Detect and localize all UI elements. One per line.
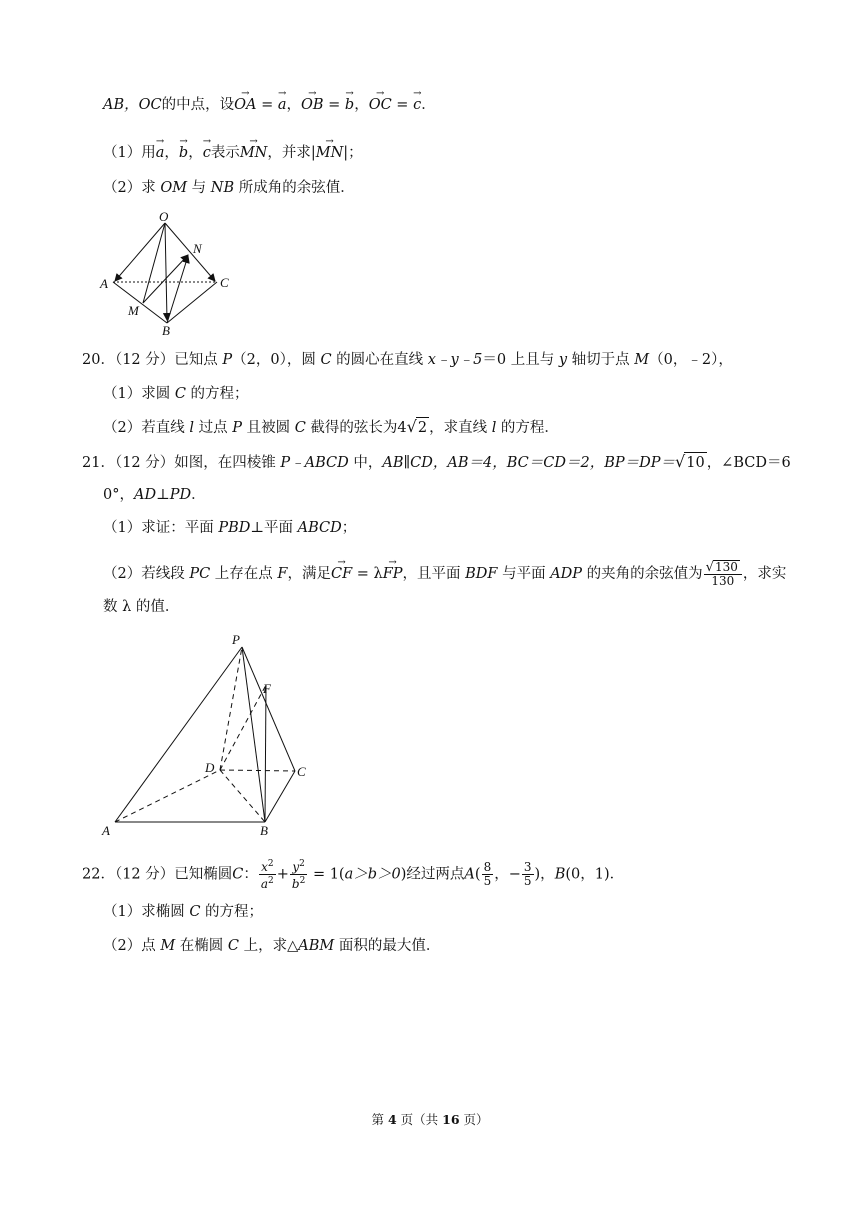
footer-text: 页（共: [396, 1112, 443, 1127]
q22-a-mid: ，−: [494, 866, 521, 883]
sqrt-10: 10: [684, 452, 706, 473]
q19-p2-prefix: （2）求: [103, 180, 161, 196]
page-footer: [0, 1110, 860, 1128]
vector-oa: → OA: [234, 95, 256, 115]
q22-eq: = 1(: [308, 866, 345, 883]
period: ．: [191, 487, 206, 503]
q20-p1: （1）求圆: [103, 386, 175, 402]
q20-p2-f: 的方程．: [496, 420, 559, 436]
var-b: b: [291, 877, 300, 891]
q21-cont: 0°，: [103, 487, 134, 503]
circle-c: C: [320, 352, 332, 368]
label-n: N: [193, 241, 202, 256]
q19-intro-text: 的中点，设: [161, 97, 235, 113]
q21-p2-c: ，满足: [287, 566, 331, 582]
frac-den: $b^2$: [291, 876, 306, 891]
circle-c: C: [294, 420, 306, 436]
plane-abcd: ABCD: [297, 520, 342, 536]
point-f: F: [277, 566, 288, 582]
label-f: F: [263, 681, 271, 696]
label-o: O: [159, 209, 169, 224]
label-c: C: [297, 764, 306, 779]
var-a: a: [260, 877, 269, 891]
q19-p1-prefix: （1）用: [103, 145, 156, 161]
q22-p2-e: 面积的最大值．: [334, 938, 441, 954]
label-d: D: [205, 760, 215, 775]
plane-pbd: PBD: [218, 520, 251, 536]
q19-part2: [103, 178, 355, 198]
sep: ，: [164, 145, 179, 161]
q21-cond2: ，AB＝4，BC＝CD＝2，BP＝DP＝: [432, 455, 676, 471]
line-l: l: [189, 420, 194, 436]
q19-p1-mid: 表示: [210, 145, 240, 161]
q22-p2-a: （2）点: [103, 938, 161, 954]
q22-stem: 22．（12 分）已知椭圆C： $\frac{x^2}{a^2}$ + $\frac{y^2}{b^2}$ = 1(a＞b＞0)经过两点A( $\frac{8}{5}$ ，− $\frac{3}{5}$ )，B(0，1)．: [82, 859, 625, 891]
frac-num: 8: [483, 860, 492, 874]
q21-p2-f2: 的夹角的余弦值为: [582, 566, 703, 582]
q21-part2-cont: [103, 597, 179, 617]
q22-cond: a＞b＞0: [344, 866, 401, 883]
q21-p2-d: ，且平面: [402, 566, 466, 582]
q20-p2-e: ，求直线: [429, 420, 492, 436]
plane-adp: ADP: [550, 566, 583, 582]
q19-tetrahedron-figure: [95, 205, 245, 340]
q19-intro: [103, 95, 436, 115]
q19-p1-suffix: ，并求|: [267, 145, 316, 161]
frac-den: 130: [711, 574, 735, 588]
var-y: y: [292, 860, 300, 874]
plane-bdf: BDF: [465, 566, 498, 582]
q20-part1: [103, 384, 249, 404]
q21-head2: 中，: [348, 455, 383, 471]
point-a: A: [464, 866, 475, 883]
q20-p2-b: 过点: [193, 420, 233, 436]
fraction-y2-b2: [290, 858, 307, 891]
sqrt-2: 2: [416, 417, 429, 438]
q21-eq: = λ: [352, 566, 383, 582]
q21-p1-end: ；: [341, 520, 357, 536]
q21-p2-e: 与平面: [497, 566, 551, 582]
q19-om: OM: [160, 180, 188, 196]
frac-num: $y^2$: [290, 858, 307, 875]
q20-p1-end: 的方程；: [185, 386, 249, 402]
eq-sign: =: [256, 97, 278, 113]
sqrt-sign: √: [406, 417, 417, 436]
y-axis: y: [558, 352, 568, 368]
q21-pyramid-figure: [95, 625, 325, 845]
period: ．: [421, 97, 436, 113]
sep: ，: [188, 145, 203, 161]
vector-cf: → CF: [331, 564, 352, 584]
q20-head: 20．（12 分）已知点: [82, 352, 223, 368]
q21-head: 21．（12 分）如图，在四棱锥: [82, 455, 281, 471]
point-m: M: [160, 938, 176, 954]
paren: (: [474, 866, 481, 883]
vector-c: → c: [413, 95, 421, 115]
ellipse-c: C: [189, 904, 201, 920]
q21-p1-b: ⊥平面: [250, 520, 298, 536]
vector-a: → a: [278, 95, 287, 115]
frac-den: 5: [483, 874, 492, 888]
q19-ab-oc: AB，OC: [103, 97, 162, 113]
q22-part1: [103, 902, 263, 922]
q21-p2-a: （2）若线段: [103, 566, 190, 582]
q19-part1: [103, 143, 363, 163]
frac-num: 3: [523, 860, 532, 874]
vector-fp: → FP: [383, 564, 403, 584]
q20-p2-c: 且被圆: [241, 420, 295, 436]
q19-p1-end: |；: [343, 145, 363, 161]
q22-p1-a: （1）求椭圆: [103, 904, 190, 920]
q22-p2-b: 在椭圆: [175, 938, 228, 954]
ellipse-c: C: [232, 866, 244, 883]
q20-p2-a: （2）若直线: [103, 420, 190, 436]
q21-p2-h: 数 λ 的值．: [103, 599, 180, 615]
sep: ，: [286, 97, 301, 113]
q21-stem: [82, 452, 791, 473]
fraction-8-5: [482, 861, 494, 888]
q21-part2: [103, 560, 786, 588]
pyramid-name: P﹣ABCD: [280, 455, 349, 471]
ellipse-c: C: [227, 938, 240, 954]
vector-ob: → OB: [301, 95, 324, 115]
q21-part1: [103, 518, 356, 538]
q20-stem: [82, 350, 733, 370]
q20-tangent: 轴切于点: [567, 352, 635, 368]
frac-den: $a^2$: [260, 876, 274, 891]
fraction-sqrt130-over-130: [704, 560, 742, 588]
frac-num: $x^2$: [259, 858, 276, 875]
circle-c: C: [174, 386, 186, 402]
q21-p2-b: 上存在点: [210, 566, 278, 582]
q20-after-eq: ＝0 上且与: [482, 352, 559, 368]
vector-mn: → MN: [316, 143, 344, 163]
q22-pass: )经过两点: [400, 866, 465, 883]
line-l: l: [491, 420, 497, 436]
vector-b: → b: [179, 143, 188, 163]
q20-coords: （2，0），圆: [232, 352, 321, 368]
point-m: M: [634, 352, 650, 368]
footer-text: 页）: [459, 1112, 489, 1127]
q20-p2-d: 截得的弦长为4: [305, 420, 407, 436]
q21-cond1: AB∥CD: [382, 455, 433, 471]
sqrt-sign: √: [675, 452, 686, 471]
sqrt-130: 130: [714, 560, 738, 574]
q20-part2: [103, 417, 559, 438]
q21-cond4: AD⊥PD: [133, 487, 192, 503]
var-x: x: [261, 860, 268, 874]
vector-a: → a: [156, 143, 165, 163]
point-p: P: [232, 420, 242, 436]
label-m: M: [128, 303, 139, 318]
q21-cond3: ，∠BCD＝6: [706, 455, 791, 471]
page-total: 16: [442, 1112, 460, 1127]
triangle-abm: ABM: [298, 938, 335, 954]
vector-b: → b: [345, 95, 354, 115]
vector-c: → c: [203, 143, 211, 163]
q20-mid: 的圆心在直线: [331, 352, 428, 368]
point-p: P: [222, 352, 233, 368]
q22-part2: [103, 936, 440, 956]
eq-sign: =: [323, 97, 345, 113]
q20-m-coords: （0，﹣2），: [649, 352, 733, 368]
q19-nb: NB: [210, 180, 235, 196]
q21-p2-g: ，求实: [742, 566, 787, 582]
label-b: B: [260, 823, 268, 838]
point-b: B: [554, 866, 566, 883]
colon: ：: [243, 866, 258, 883]
label-a: A: [102, 823, 110, 838]
q21-p1-a: （1）求证：平面: [103, 520, 219, 536]
q22-a-close: )，: [534, 866, 555, 883]
label-a: A: [100, 276, 108, 291]
fraction-x2-a2: [259, 858, 276, 891]
vector-mn: → MN: [240, 143, 268, 163]
footer-text: 第: [371, 1112, 388, 1127]
label-p: P: [232, 632, 240, 647]
q22-p1-end: 的方程；: [200, 904, 264, 920]
q22-head: 22．（12 分）已知椭圆: [82, 866, 233, 883]
line-equation: x﹣y﹣5: [427, 352, 483, 368]
q19-p2-mid: 与: [187, 180, 211, 196]
fraction-3-5: [522, 861, 534, 888]
segment-pc: PC: [189, 566, 211, 582]
q22-p2-d: 上，求△: [239, 938, 299, 954]
page-number: 4: [387, 1112, 397, 1127]
label-c: C: [220, 275, 229, 290]
frac-den: 5: [523, 874, 532, 888]
vector-oc: → OC: [369, 95, 392, 115]
q21-stem-cont: [103, 485, 206, 505]
q19-p2-suffix: 所成角的余弦值．: [234, 180, 355, 196]
eq-sign: =: [391, 97, 414, 113]
sqrt-sign: √: [705, 560, 714, 575]
label-b: B: [162, 323, 170, 338]
frac-num: [704, 560, 742, 575]
q22-b-coords: (0，1)．: [565, 866, 625, 883]
sep: ，: [354, 97, 369, 113]
